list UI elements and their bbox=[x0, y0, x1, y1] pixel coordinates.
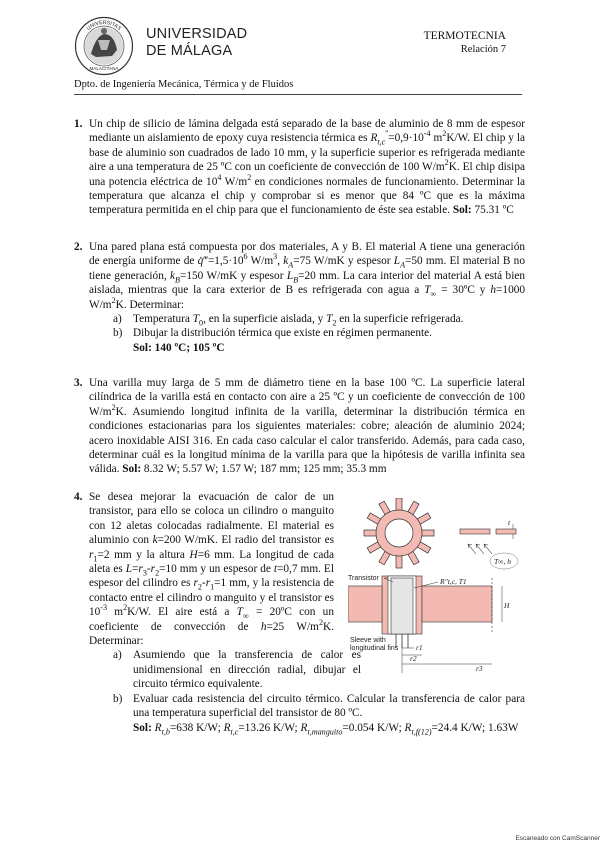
r3-label: r3 bbox=[476, 664, 483, 673]
svg-text:MALACITANA: MALACITANA bbox=[89, 66, 119, 71]
problem-number: 3. bbox=[74, 377, 83, 389]
solution: Sol: 140 ºC; 105 ºC bbox=[133, 341, 225, 354]
university-seal-logo bbox=[74, 16, 134, 76]
problem-3 bbox=[74, 376, 525, 477]
problem-number: 4. bbox=[74, 491, 83, 503]
transistor-label: Transistor bbox=[348, 575, 379, 582]
finned-sleeve-figure bbox=[348, 498, 528, 688]
university-name bbox=[146, 26, 247, 60]
subquestion-a: a) Temperatura $T_0$, en la superficie aislada, y $T_2$ en la superficie refrigerada. bbox=[113, 313, 464, 328]
department-name: Dpto. de Ingeniería Mecánica, Térmica y de Fluidos bbox=[74, 79, 294, 90]
course-title: TERMOTECNIA bbox=[423, 30, 506, 42]
sleeve-label-line-2: longitudinal fins bbox=[350, 645, 399, 652]
problem-4-intro: Se desea mejorar la evacuación de calor de un transistor, para ello se coloca un cilindro o manguito con 12 aletas colocadas radialmente. El material es aluminio con k=200 W/mK. El radio del transistor es $r_1=2$ mm y la altura H=6 mm. La longitud de cada aleta es $L=r_3-r_2=10$ mm y un espesor de t=0,7 mm. El espesor del cilindro es $r_2-r_1=1$ mm, y la resistencia de contacto entre el cilindro o manguito y el transistor es $10^{-3}$ $m^2K/W$. El aire está a $T_\infty$ = 20ºC con un coeficiente de convección de h=25 $W/m^2K$. Determinar: bbox=[89, 491, 335, 648]
problem-1 bbox=[74, 117, 525, 218]
ambient-label: T∞, h bbox=[494, 557, 512, 566]
course-heading bbox=[424, 30, 506, 56]
svg-text:UNIVERSITAS: UNIVERSITAS bbox=[85, 19, 123, 32]
solution: Sol: $R_{t,b}=638$ K/W; $R_{t,c}=13.26$ K/W; $R_{t,manguito}=0.054$ K/W; $R_{t,f(12)}=24.4$ K/W; 1.63W bbox=[133, 721, 519, 736]
contact-resistance-label: R″t,c, T1 bbox=[440, 577, 467, 586]
fin-ring-top-view bbox=[364, 498, 434, 568]
problem-number: 2. bbox=[74, 241, 83, 253]
sleeve-label-line-1: Sleeve with bbox=[350, 637, 386, 644]
height-label: H bbox=[504, 601, 510, 610]
solution-label: Sol: bbox=[452, 204, 472, 217]
airflow-arrows bbox=[468, 544, 492, 554]
header-divider bbox=[74, 94, 522, 95]
fin-thickness-label: t bbox=[508, 518, 511, 527]
fin-detail bbox=[460, 518, 516, 539]
problem-text: Una pared plana está compuesta por dos materiales, A y B. El material A tiene una generación de energía uniforme de $q̇‴=1,5\cdot 10^6$ $W/m^3$, $k_A=75$ W/mK y espesor $L_A=50$ mm. El material B no tiene generación, $k_B=150$ W/mK y espesor $L_B=20$ mm. La cara interior del material A está bien aislada, mientras que la cara exterior de B es refrigerada con agua a $T_\infty$ = 30ºC y h=1000 $W/m^2K$. Determinar: a) Temperatura $T_0$, en la superficie aislada, y $T_2$ en la superficie refrigerada. b) Dibujar la distribución térmica que existe en régimen permanente. Sol: 140 ºC; 105 ºC bbox=[89, 241, 526, 354]
problem-number: 1. bbox=[74, 118, 83, 130]
problem-2 bbox=[74, 240, 525, 355]
university-line-1: UNIVERSIDAD bbox=[146, 26, 248, 42]
scanner-watermark: Escaneado con CamScanner bbox=[515, 835, 600, 842]
r1-label: r1 bbox=[416, 643, 423, 652]
subquestion-b: b) Dibujar la distribución térmica que existe en régimen permanente. bbox=[113, 327, 432, 340]
solution-value: 75.31 ºC bbox=[471, 204, 514, 217]
relation-number: Relación 7 bbox=[460, 44, 506, 55]
university-line-2: DE MÁLAGA bbox=[146, 43, 233, 59]
subquestion-a: a) Asumiendo que la transferencia de calor es unidimensional en dirección radial, dibujar el circuito térmico equivalente. bbox=[113, 649, 361, 691]
r2-label: r2 bbox=[410, 654, 417, 663]
subquestion-b: b) Evaluar cada resistencia del circuito térmico. Calcular la transferencia de calor para una temperatura superficial del transistor de 80 ºC. bbox=[113, 692, 525, 720]
problem-text: Una varilla muy larga de 5 mm de diámetro tiene en la base 100 ºC. La superficie lateral cilíndrica de la varilla está en contacto con aire a 25 ºC y un coeficiente de convección de 100 $W/m^2K$. Asumiendo longitud infinita de la varilla, determinar la distribución térmica en condiciones estacionarias para los siguientes materiales: cobre; aleación de aluminio 2024; acero inoxidable AISI 316. En cada caso calcular el calor transferido. Además, para cada caso, determinar cuál es la longitud mínima de la varilla para que la hipótesis de varilla infinita sea válida. Sol: 8.32 W; 5.57 W; 1.57 W; 187 mm; 125 mm; 35.3 mm bbox=[89, 377, 525, 476]
problem-text: Un chip de silicio de lámina delgada está separado de la base de aluminio de 8 mm de espesor mediante un aislamiento de epoxy cuya resistencia térmica es $R_{t,c}''=0,9\cdot 10^{-4}$ $m^2K/W$. El chip y la base de aluminio son cuadrados de lado 10 mm, y la superficie superior es refrigerada mediante aire a una temperatura de 25 ºC con un coeficiente de convección de 100 $W/m^2K$. El chip disipa una potencia eléctrica de $10^4$ $W/m^2$ en condiciones normales de funcionamiento. Determinar la temperatura que alcanza el chip y comprobar si es menor que 84 ºC que es la máxima temperatura permitida en el chip para que el funcionamiento de éste sea estable. Sol: 75.31 ºC bbox=[89, 118, 525, 217]
